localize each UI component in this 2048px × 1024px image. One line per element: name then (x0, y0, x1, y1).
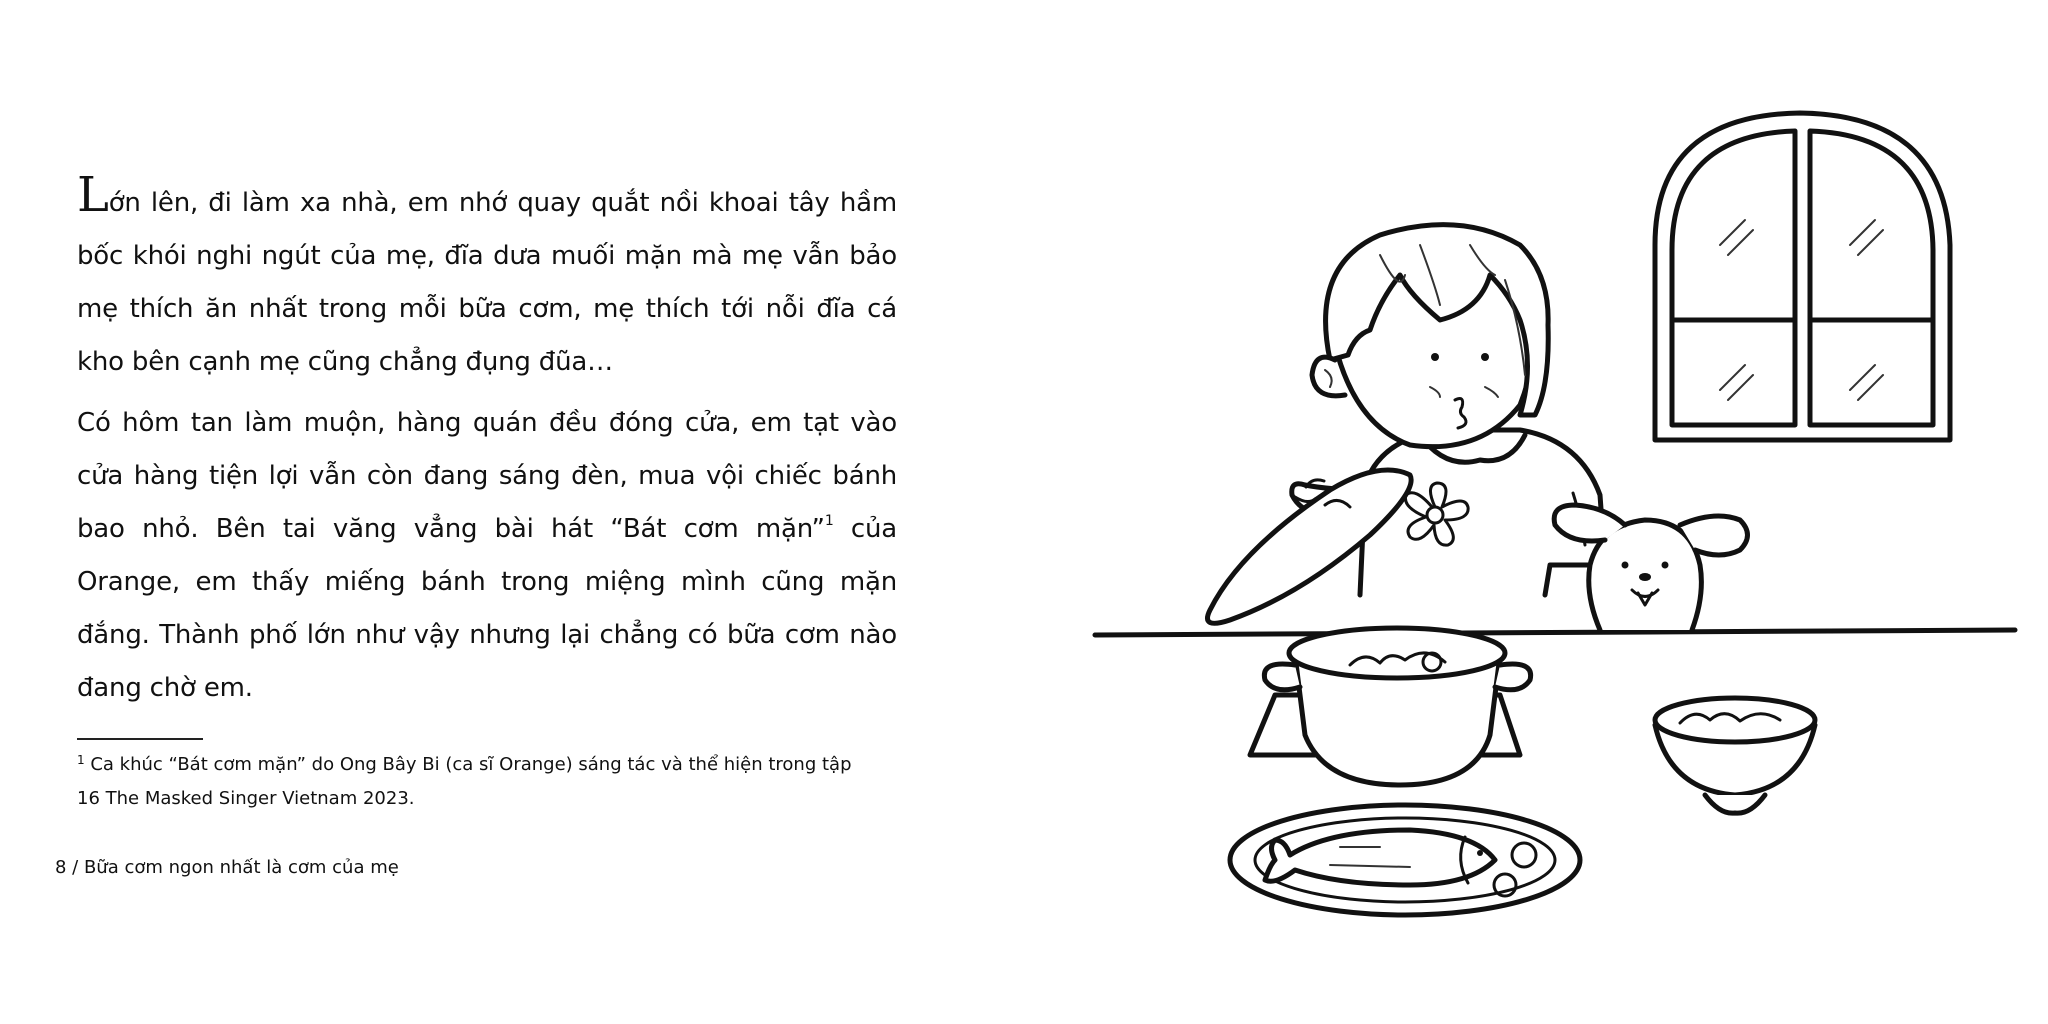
paragraph-2 (77, 397, 897, 715)
footnote-divider (77, 738, 203, 740)
bowl-icon (1655, 698, 1815, 813)
drop-cap: L (77, 167, 109, 223)
child-cooking-illustration (1080, 95, 2040, 945)
paragraph-1 (77, 167, 897, 389)
illustration-svg (1080, 95, 2040, 945)
counter-edge (1095, 630, 2015, 635)
paragraph-2-text-b: của Orange, em thấy miếng bánh trong miệng mình cũng mặn đắng. Thành phố lớn như vậy nhưng lại chẳng có bữa cơm nào đang chờ em. (77, 514, 898, 703)
footnote-reference[interactable]: 1 (824, 513, 834, 529)
footnote-number: 1 (77, 753, 85, 767)
footnote-text: Ca khúc “Bát cơm mặn” do Ong Bây Bi (ca sĩ Orange) sáng tác và thể hiện trong tập 16 The Masked Singer Vietnam 2023. (77, 754, 852, 809)
body-text (77, 167, 898, 715)
window-icon (1655, 113, 1950, 440)
footnote (77, 748, 877, 816)
paragraph-2-text-a: Có hôm tan làm muộn, hàng quán đều đóng cửa, em tạt vào cửa hàng tiện lợi vẫn còn đang sáng đèn, mua vội chiếc bánh bao nhỏ. Bên tai văng vẳng bài hát “Bát cơm mặn” (77, 408, 897, 544)
pot-icon (1264, 628, 1530, 785)
paragraph-1-text: ớn lên, đi làm xa nhà, em nhớ quay quắt nồi khoai tây hầm bốc khói nghi ngút của mẹ, đĩa dưa muối mặn mà mẹ vẫn bảo mẹ thích ăn nhất trong mỗi bữa cơm, mẹ thích tới nỗi đĩa cá kho bên cạnh mẹ cũng chẳng đụng đũa… (77, 188, 897, 377)
page-footer: 8 / Bữa cơm ngon nhất là cơm của mẹ (55, 857, 399, 878)
fish-plate-icon (1230, 805, 1580, 915)
